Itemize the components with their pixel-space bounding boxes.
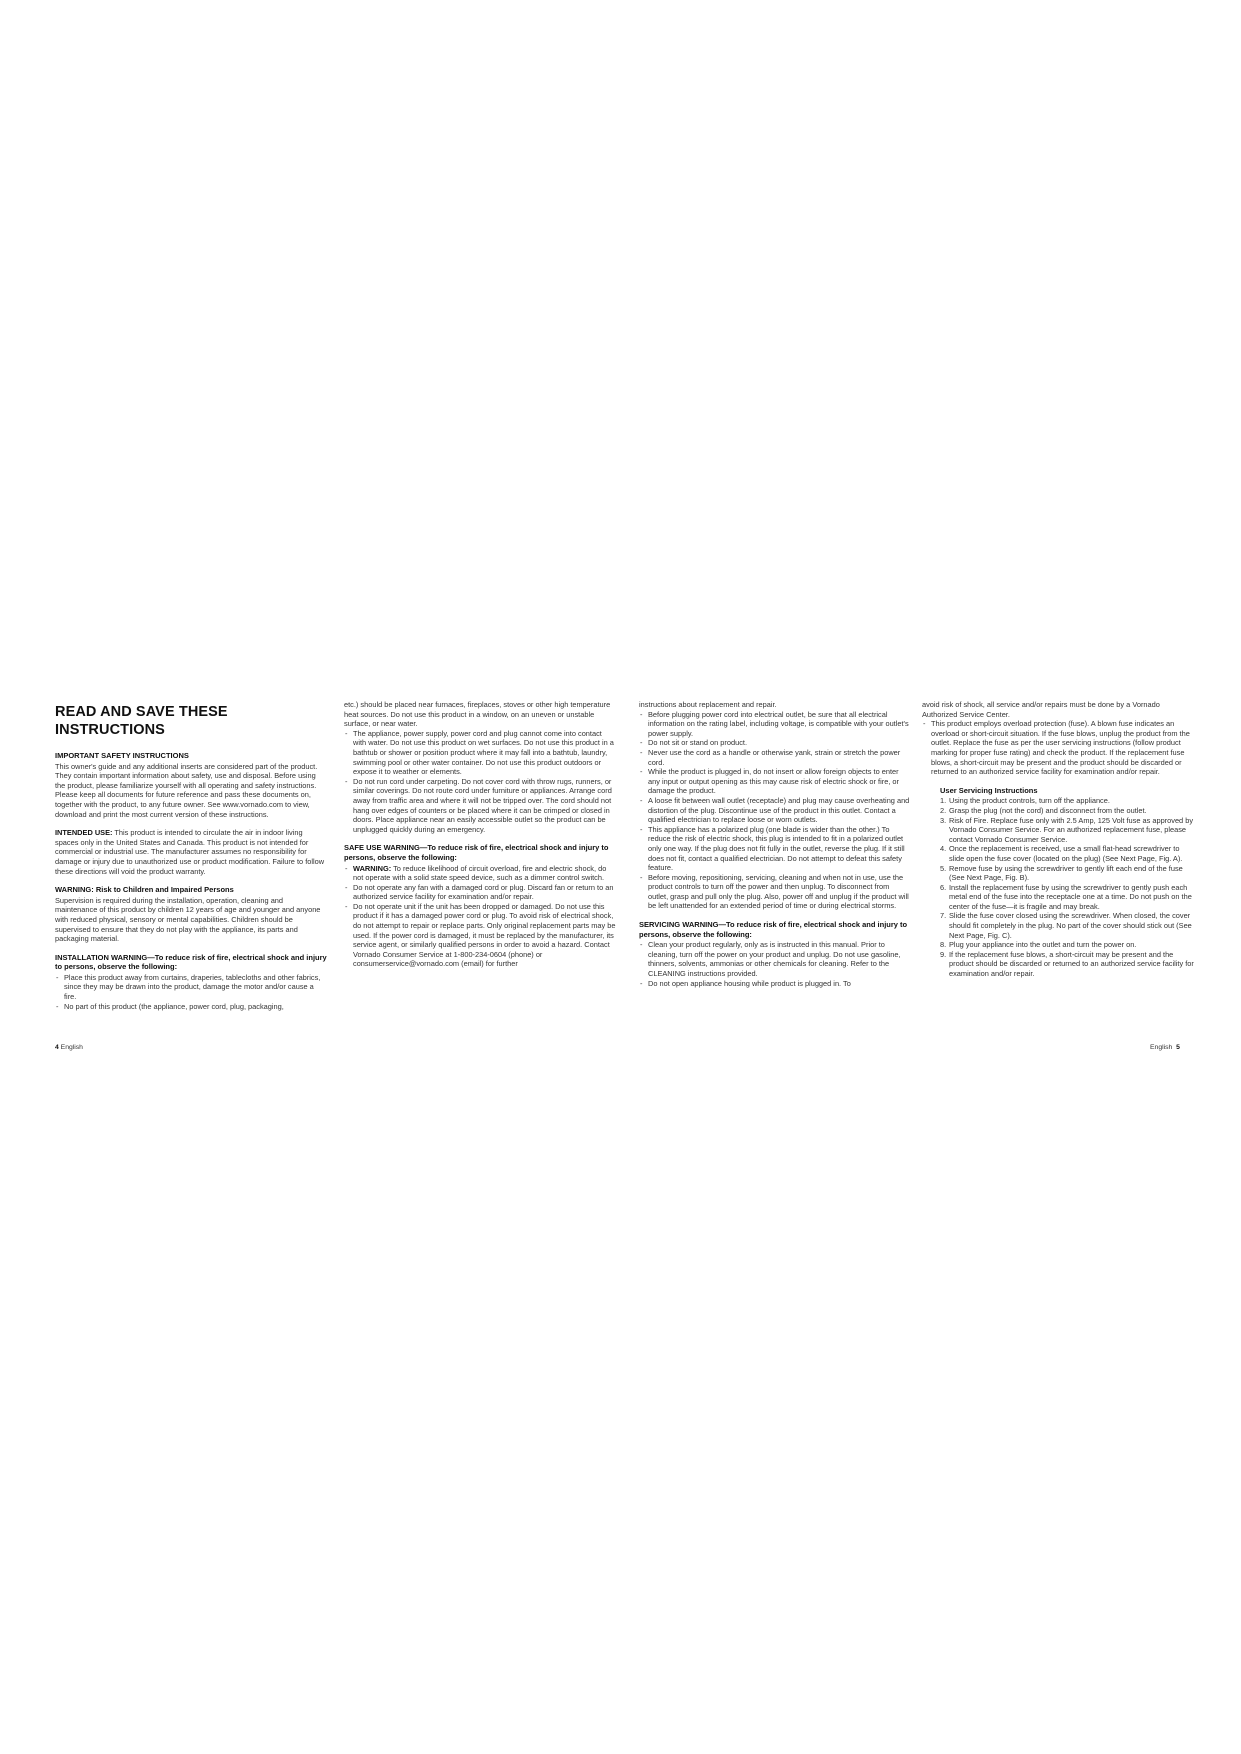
step-number: 2. (940, 805, 947, 815)
step-item (940, 796, 1194, 806)
children-warning-body: Supervision is required during the installation, operation, cleaning and maintenance of this product by children 12 years of age and younger and anyone with reduced physical, sensory or mental capabilities. Children should be supervised to ensure that they do not play with the appliance, its parts and packaging material. (55, 895, 321, 944)
installation-warning-heading: INSTALLATION WARNING—To reduce risk of fire, electrical shock and injury to persons, observe the following: (55, 952, 327, 972)
page-number-left: 4 (55, 1044, 59, 1051)
intended-use-body: This product is intended to circulate the air in indoor living spaces only in the United States and Canada. This product is not intended for commercial or industrial use. The manufacturer assumes no responsibility for damage or injury due to unauthorized use or product modification. Failure to follow these directions will void the product warranty. (55, 828, 325, 876)
list-item: - Place this product away from curtains, draperies, tablecloths and other fabrics, since they may be drawn into the product, damage the motor and/or cause a fire. (55, 973, 327, 1002)
list-item: - Do not open appliance housing while product is plugged in. To (639, 979, 911, 989)
step-item (940, 864, 1194, 883)
step-text: Install the replacement fuse by using the screwdriver to gently push each metal end of the fuse into the receptacle one at a time. Do not push on the center of the fuse—it is fragile and may break. (949, 882, 1192, 911)
step-text: Remove fuse by using the screwdriver to gently lift each end of the fuse (See Next Page, Fig. B). (949, 863, 1183, 883)
list-item: - Clean your product regularly, only as is instructed in this manual. Prior to cleaning, turn off the power on your product and unplug. Do not use gasoline, thinners, solvents, ammonias or other chemicals for cleaning. Refer to the CLEANING instructions provided. (639, 940, 911, 978)
safe-use-warning-list-continued (639, 710, 911, 911)
list-item: - This product employs overload protection (fuse). A blown fuse indicates an overload or short-circuit situation. If the fuse blows, unplug the product from the outlet. Replace the fuse as per the user servicing instructions (follow product marking for proper fuse rating) and check the product. If the replacement fuse blows, a short-circuit may be present and the product should be discarded or returned to an authorized service facility for examination and/or repair. (922, 719, 1194, 777)
step-item (940, 844, 1194, 863)
list-item: - Do not operate unit if the unit has been dropped or damaged. Do not use this product if it has a damaged power cord or plug. To avoid risk of electrical shock, do not attempt to repair or replace parts. Only original replacement parts may be used. If the power cord is damaged, it must be replaced by the manufacturer, its service agent, or similarly qualified persons in order to avoid a hazard. Contact Vornado Consumer Service at 1-800-234-0604 (phone) or consumerservice@vornado.com (email) for further (344, 902, 616, 969)
footer-right (1150, 1043, 1180, 1052)
safe-use-warning-section (344, 843, 616, 969)
safe-use-warning-heading: SAFE USE WARNING—To reduce risk of fire, electrical shock and injury to persons, observe the following: (344, 843, 609, 862)
list-item: - The appliance, power supply, power cord and plug cannot come into contact with water. Do not use this product on wet surfaces. Do not use this product in a bathtub or shower or position product where it may fall into a bathtub, laundry, swimming pool or other water container. Do not use this product outdoors or expose it to weather or elements. (344, 729, 616, 777)
step-item (940, 950, 1194, 979)
intended-use-paragraph (55, 828, 327, 876)
list-item: - A loose fit between wall outlet (receptacle) and plug may cause overheating and distortion of the plug. Discontinue use of the product in this outlet. Contact a qualified electrician to replace loose or worn outlets. (639, 796, 911, 825)
column-3 (639, 700, 911, 997)
list-item: - Do not operate any fan with a damaged cord or plug. Discard fan or return to an authorized service facility for examination and/or repair. (344, 883, 616, 902)
step-item (940, 911, 1194, 940)
step-item (940, 940, 1194, 950)
list-item: - Before plugging power cord into electrical outlet, be sure that all electrical information on the rating label, including voltage, is compatible with your outlet's power supply. (639, 710, 911, 739)
important-safety-section (55, 751, 327, 819)
column-4 (922, 700, 1194, 988)
list-item: - Before moving, repositioning, servicing, cleaning and when not in use, use the product controls to turn off the power and then unplug. To disconnect from outlet, grasp and pull only the plug. Also, power off and unplug if the product will be left unattended for an extended period of time or during electrical storms. (639, 873, 911, 911)
servicing-warning-heading: SERVICING WARNING—To reduce risk of fire, electrical shock and injury to persons, observe the following: (639, 920, 908, 939)
footer-language-right: English (1150, 1044, 1173, 1051)
user-servicing-heading: User Servicing Instructions (940, 785, 1038, 795)
step-text: Grasp the plug (not the cord) and disconnect from the outlet. (949, 805, 1147, 815)
user-servicing-section (922, 786, 1194, 979)
step-item (940, 816, 1194, 845)
step-number: 9. (940, 949, 947, 959)
children-warning-heading: WARNING: Risk to Children and Impaired Persons (55, 885, 234, 895)
page-number-right: 5 (1176, 1044, 1180, 1051)
step-number: 1. (940, 796, 947, 806)
intended-use-lead: INTENDED USE: (55, 828, 113, 838)
step-number: 3. (940, 815, 947, 825)
footer-left (55, 1043, 83, 1052)
step-number: 6. (940, 882, 947, 892)
intended-use-section (55, 828, 327, 876)
step-text: Once the replacement is received, use a small flat-head screwdriver to slide open the fuse cover (located on the plug) (See Next Page, Fig. A). (949, 844, 1183, 863)
user-servicing-steps (940, 796, 1194, 978)
page-title: READ AND SAVE THESE INSTRUCTIONS (55, 704, 228, 738)
safe-use-warning-list (344, 864, 616, 970)
continued-text: instructions about replacement and repair. (639, 700, 777, 709)
warning-lead: WARNING: (353, 863, 392, 873)
list-item: - Never use the cord as a handle or otherwise yank, strain or stretch the power cord. (639, 748, 911, 767)
step-number: 7. (940, 911, 947, 921)
list-item: - Do not run cord under carpeting. Do not cover cord with throw rugs, runners, or similar coverings. Do not route cord under furniture or appliances. Arrange cord away from traffic area and where it will not be tripped over. The cord should not hang over edges of counters or be placed where it can be crimped or closed in doors. Place appliance near an easily accessible outlet so the product can be unplugged quickly during an emergency. (344, 777, 616, 835)
step-text: Plug your appliance into the outlet and turn the power on. (949, 940, 1137, 950)
children-warning-section (55, 885, 327, 944)
step-text: If the replacement fuse blows, a short-circuit may be present and the product should be discarded or returned to an authorized service facility for examination and/or repair. (949, 949, 1194, 979)
list-item: - No part of this product (the appliance, power cord, plug, packaging, (55, 1002, 327, 1012)
list-item: - Do not sit or stand on product. (639, 738, 911, 748)
column-2 (344, 700, 616, 978)
installation-warning-section (55, 953, 327, 1012)
step-item (940, 806, 1194, 816)
step-number: 8. (940, 940, 947, 950)
continued-text: etc.) should be placed near furnaces, fireplaces, stoves or other high temperature heat sources. Do not use this product in a window, on an uneven or unstable surface, or near water. (344, 700, 611, 729)
important-safety-heading: IMPORTANT SAFETY INSTRUCTIONS (55, 751, 189, 760)
servicing-warning-list-continued (922, 719, 1194, 777)
step-number: 5. (940, 863, 947, 873)
column-1 (55, 700, 327, 1020)
step-text: Slide the fuse cover closed using the screwdriver. When closed, the cover should fit completely in the plug. No part of the cover should stick out (See Next Page, Fig. C). (949, 911, 1192, 940)
step-text: Risk of Fire. Replace fuse only with 2.5 Amp, 125 Volt fuse as approved by Vornado Consumer Service. For an authorized replacement fuse, please contact Vornado Consumer Service. (949, 815, 1194, 844)
list-item: - This appliance has a polarized plug (one blade is wider than the other.) To reduce the risk of electric shock, this plug is intended to fit in a polarized outlet only one way. If the plug does not fit fully in the outlet, reverse the plug. If it still does not fit, contact a qualified electrician. Do not attempt to defeat this safety feature. (639, 825, 911, 873)
installation-warning-list-continued (344, 729, 616, 835)
step-text: Using the product controls, turn off the appliance. (949, 796, 1110, 806)
footer-language-left: English (60, 1044, 83, 1051)
servicing-warning-section (639, 920, 911, 988)
list-item: - While the product is plugged in, do not insert or allow foreign objects to enter any input or output opening as this may cause risk of electric shock or fire, or damage the product. (639, 767, 911, 796)
important-safety-body: This owner's guide and any additional inserts are considered part of the product. They contain important information about safety, use and disposal. Before using the product, please familiarize yourself with all operating and safety instructions. Please keep all documents for future reference and pass these documents on, together with the product, to any future owner. See www.vornado.com to view, download and print the most current version of these instructions. (55, 761, 318, 819)
step-number: 4. (940, 844, 947, 854)
continued-text: avoid risk of shock, all service and/or repairs must be done by a Vornado Authorized Service Center. (922, 700, 1160, 719)
installation-warning-list (55, 973, 327, 1011)
servicing-warning-list (639, 940, 911, 988)
step-item (940, 883, 1194, 912)
list-item (344, 864, 616, 883)
warning-body: To reduce likelihood of circuit overload, fire and electric shock, do not operate with a solid state speed device, such as a dimmer control switch. (353, 863, 607, 883)
